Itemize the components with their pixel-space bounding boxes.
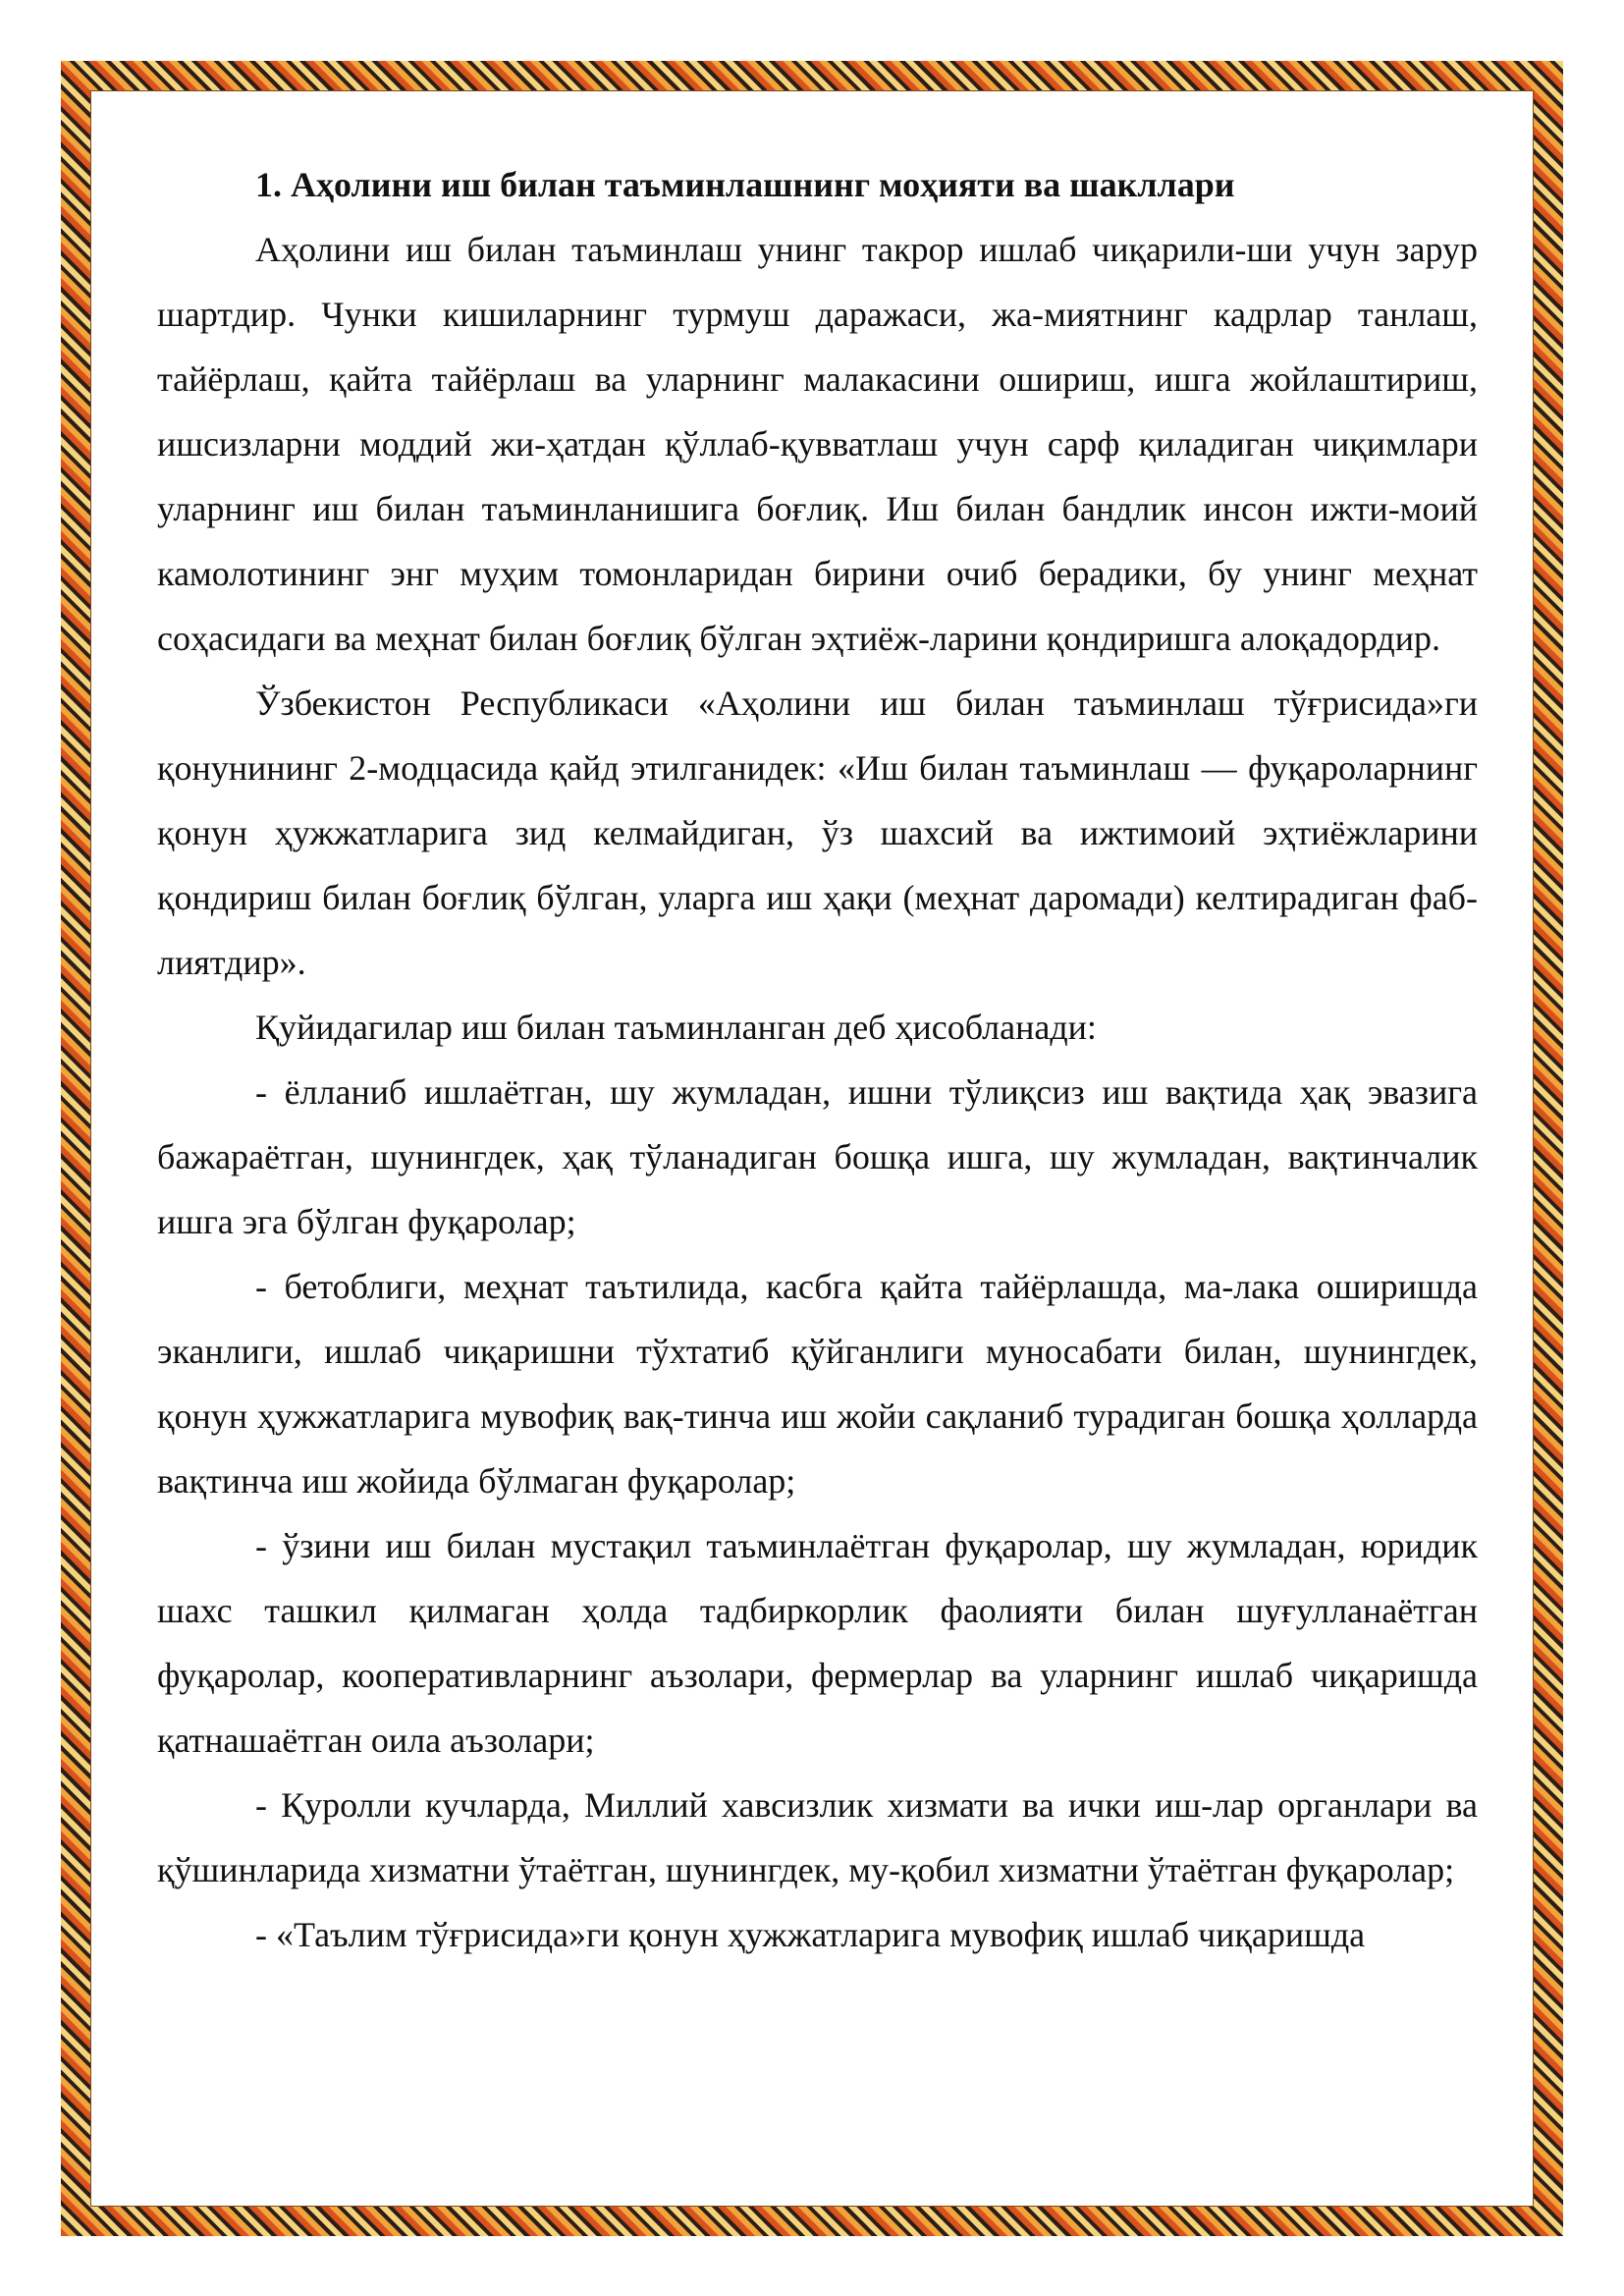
paragraph-law-quote: Ўзбекистон Республикаси «Аҳолини иш билан таъминлаш тўғрисида»ги қонунининг 2-модцасида қайд этилганидек: «Иш билан таъминлаш — фуқароларнинг қонун ҳужжатларига зид келмайдиган, ўз шахсий ва ижтимоий эҳтиёжларини қондириш билан боғлиқ бўлган, уларга иш ҳақи (меҳнат даромади) келтирадиган фаб-лиятдир». (157, 683, 1478, 982)
section-heading: 1. Аҳолини иш билан таъминлашнинг моҳияти ва шакллари (255, 165, 1235, 204)
list-item-hired-workers: - ёлланиб ишлаётган, шу жумладан, ишни тўлиқсиз иш вақтида ҳақ эвазига бажараётган, шунингдек, ҳақ тўланадиган бошқа ишга, шу жумладан, вақтинчалик ишга эга бўлган фуқаролар; (157, 1072, 1478, 1241)
list-item-military-service: - Қуролли кучларда, Миллий хавсизлик хизмати ва ички иш-лар органлари ва қўшинларида хизматни ўтаётган, шунингдек, му-қобил хизматни ўтаётган фуқаролар; (157, 1785, 1478, 1889)
list-item-education: - «Таълим тўғрисида»ги қонун ҳужжатларига мувофиқ ишлаб чиқаришда (255, 1915, 1366, 1954)
paragraph-intro: Аҳолини иш билан таъминлаш унинг такрор ишлаб чиқарили-ши учун зарур шартдир. Чунки кишиларнинг турмуш даражаси, жа-миятнинг кадрлар танлаш, тайёрлаш, қайта тайёрлаш ва уларнинг малакасини ошириш, ишга жойлаштириш, ишсизларни моддий жи-ҳатдан қўллаб-қувватлаш учун сарф қиладиган чиқимлари уларнинг иш билан таъминланишига боғлиқ. Иш билан бандлик инсон ижти-моий камолотининг энг муҳим томонларидан бирини очиб берадики, бу унинг меҳнат соҳасидаги ва меҳнат билан боғлиқ бўлган эҳтиёж-ларини қондиришга алоқадордир. (157, 230, 1478, 658)
list-item-self-employed: - ўзини иш билан мустақил таъминлаётган фуқаролар, шу жумладан, юридик шахс ташкил қилмаган ҳолда тадбиркорлик фаолияти билан шуғулланаётган фуқаролар, кооперативларнинг аъзолари, фермерлар ва уларнинг ишлаб чиқаришда қатнашаётган оила аъзолари; (157, 1526, 1478, 1760)
paragraph-list-intro: Қуйидагилар иш билан таъминланган деб ҳисобланади: (255, 1008, 1097, 1047)
document-body (157, 152, 1478, 1967)
list-item-temporarily-absent: - бетоблиги, меҳнат таътилида, касбга қайта тайёрлашда, ма-лака оширишда эканлиги, ишлаб чиқаришни тўхтатиб қўйганлиги муносабати билан, шунингдек, қонун ҳужжатларига мувофиқ вақ-тинча иш жойи сақланиб турадиган бошқа ҳолларда вақтинча иш жойида бўлмаган фуқаролар; (157, 1267, 1478, 1501)
